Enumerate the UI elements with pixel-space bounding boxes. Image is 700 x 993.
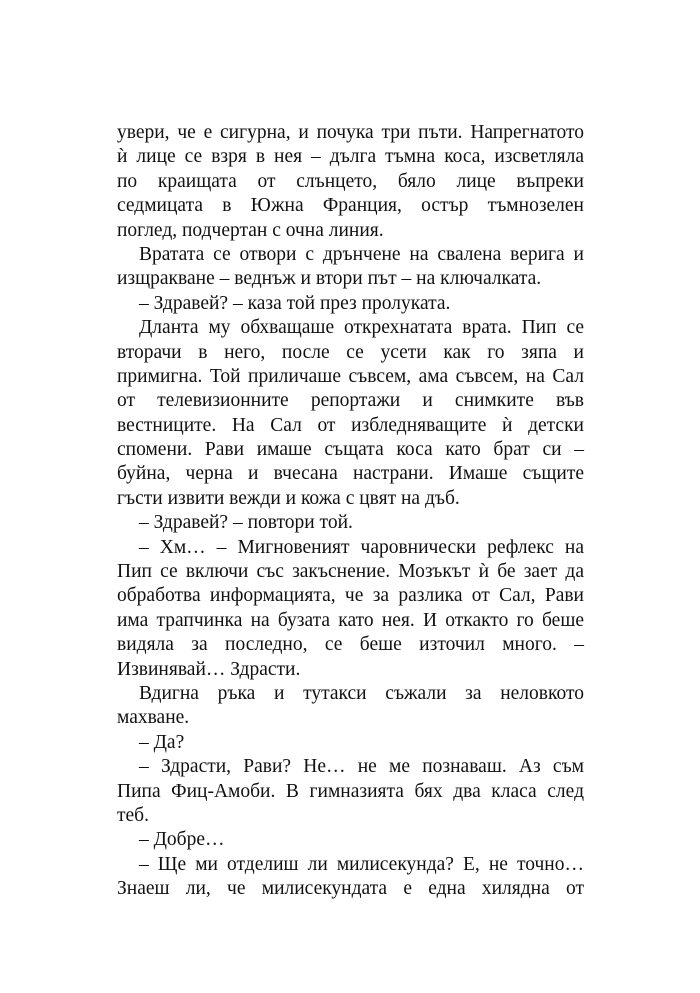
text-line: увери, че е сигурна, и почука три пъти. Напрегнатото [117,122,584,143]
text-line: има трапчинка на бузата като нея. И откакто го беше [117,609,584,631]
text-line: Дланта му обхващаше открехнатата врата. Пип се [139,317,584,339]
text-line: – Добре… [139,829,225,851]
text-line: – Здравей? – каза той през пролуката. [139,292,451,314]
text-line: Вдигна ръка и тутакси съжали за неловкото [139,682,584,704]
text-line: от телевизионните репортажи и снимките във [117,390,584,412]
text-line: – Да? [139,731,185,753]
text-line: Извинявай… Здрасти. [117,658,301,680]
text-line: – Здравей? – повтори той. [139,512,353,534]
text-line: Вратата се отвори с дрънчене на свалена верига и [139,243,584,265]
body-text [117,121,584,902]
text-line: вестниците. На Сал от избледняващите ѝ детски [117,414,584,436]
text-line: буйна, черна и вчесана настрани. Имаше същите [117,463,584,485]
text-line: седмицата в Южна Франция, остър тъмнозелен [117,195,584,217]
text-line: примигна. Той приличаше съвсем, ама съвсем, на Сал [117,365,584,387]
text-line: – Ще ми отделиш ли милисекунда? Е, не точно… [139,853,584,875]
text-line: Знаеш ли, че милисекундата е една хилядна от [117,878,584,900]
text-line: обработва информацията, че за разлика от Сал, Рави [117,585,584,607]
text-line: Пип се включи със закъснение. Мозъкът ѝ бе зает да [117,561,584,583]
text-line: по краищата от слънцето, бяло лице въпреки [117,170,584,192]
text-line: теб. [117,804,149,826]
text-line: изщракване – веднъж и втори път – на ключалката. [117,268,542,290]
text-line: вторачи в него, после се усети как го зяпа и [117,341,584,363]
text-line: гъсти извити вежди и кожа с цвят на дъб. [117,487,460,509]
text-line: видяла за последно, се беше източил много. – [117,634,584,656]
text-line: спомени. Рави имаше същата коса като брат си – [117,439,584,461]
text-line: поглед, подчертан с очна линия. [117,219,384,241]
text-line: махване. [117,707,190,729]
text-line: – Хм… – Мигновеният чаровнически рефлекс на [139,536,584,558]
text-line: – Здрасти, Рави? Не… не ме познаваш. Аз съм [139,756,584,778]
text-line: ѝ лице се взря в нея – дълга тъмна коса, изсветляла [117,146,584,168]
text-line: Пипа Фиц-Амоби. В гимназията бях два класа след [117,780,584,802]
